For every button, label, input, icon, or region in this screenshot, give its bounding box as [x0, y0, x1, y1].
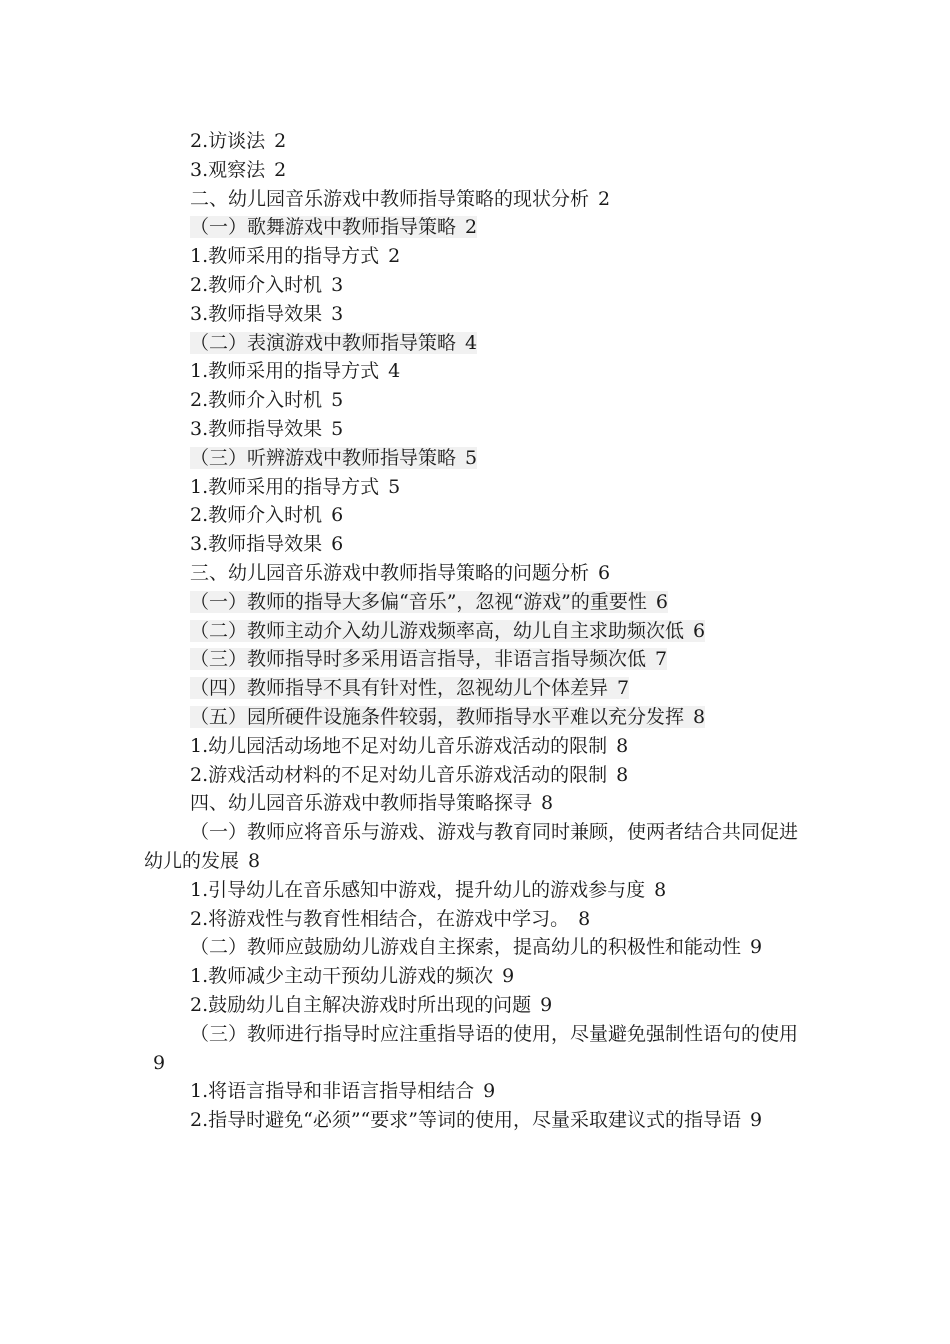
- toc-entry: [144, 761, 804, 790]
- toc-entry-page-number: 5: [388, 475, 401, 498]
- toc-entry: [144, 530, 804, 559]
- toc-entry-page-number: 9: [750, 936, 763, 959]
- toc-entry-page-number: 6: [331, 504, 344, 527]
- toc-entry-title: （二）教师应鼓励幼儿游戏自主探索，提高幼儿的积极性和能动性: [190, 936, 742, 959]
- toc-entry-title: （一）教师的指导大多偏“音乐”，忽视“游戏”的重要性: [190, 590, 647, 613]
- toc-entry-body: [190, 562, 610, 584]
- toc-entry: [144, 357, 804, 386]
- toc-entry-title: 2.游戏活动材料的不足对幼儿音乐游戏活动的限制: [190, 763, 608, 786]
- toc-entry: [144, 415, 804, 444]
- toc-entry-title: （五）园所硬件设施条件较弱，教师指导水平难以充分发挥: [190, 705, 685, 728]
- toc-entry: [144, 386, 804, 415]
- toc-entry-body: [190, 447, 477, 469]
- toc-entry-title: 3.教师指导效果: [190, 417, 323, 440]
- toc-entry: [144, 271, 804, 300]
- toc-entry-page-number: 8: [616, 734, 629, 757]
- toc-entry-page-number: 8: [654, 878, 667, 901]
- toc-entry: [144, 559, 804, 588]
- toc-entry-page-number: 5: [331, 417, 344, 440]
- toc-entry-title: （二）教师主动介入幼儿游戏频率高，幼儿自主求助频次低: [190, 619, 685, 642]
- toc-entry: [144, 933, 804, 962]
- toc-entry-body: [190, 360, 400, 382]
- toc-entry: [144, 645, 804, 674]
- toc-entry-title: 3.教师指导效果: [190, 302, 323, 325]
- toc-entry-page-number: 2: [274, 130, 287, 152]
- toc-entry: [144, 329, 804, 358]
- toc-entry-body: [190, 188, 610, 210]
- toc-entry-body: [190, 965, 514, 987]
- toc-entry-body: [190, 1080, 495, 1102]
- toc-entry-title: 四、幼儿园音乐游戏中教师指导策略探寻: [190, 792, 533, 815]
- toc-entry-body: [190, 706, 705, 728]
- toc-entry-title: 2.教师介入时机: [190, 273, 323, 296]
- toc-entry: [144, 185, 804, 214]
- toc-entry-page-number: 8: [248, 849, 261, 872]
- toc-entry-body: [190, 591, 668, 613]
- toc-entry-page-number: 7: [655, 648, 668, 671]
- toc-entry-body: [190, 936, 762, 958]
- toc-entry-page-number: 9: [502, 965, 515, 988]
- toc-entry-body: [190, 1109, 762, 1131]
- toc-entry-page-number: 9: [153, 1051, 166, 1074]
- toc-entry-body: [190, 476, 400, 498]
- toc-entry: [144, 905, 804, 934]
- toc-entry-title: 3.观察法: [190, 158, 266, 181]
- toc-entry-body: [190, 303, 343, 325]
- toc-entry: [144, 876, 804, 905]
- toc-entry-title: 1.教师采用的指导方式: [190, 360, 380, 383]
- table-of-contents: [144, 127, 804, 1135]
- toc-entry-page-number: 6: [693, 619, 706, 642]
- toc-entry-body: [190, 677, 629, 699]
- toc-entry-body: [190, 332, 477, 354]
- toc-entry-body: [190, 504, 343, 526]
- toc-entry-title: 1.教师采用的指导方式: [190, 475, 380, 498]
- toc-entry-page-number: 6: [331, 533, 344, 556]
- toc-entry: [144, 213, 804, 242]
- toc-entry-page-number: 8: [693, 705, 706, 728]
- toc-entry-body: [190, 533, 343, 555]
- toc-entry: [144, 962, 804, 991]
- toc-entry-body: [190, 648, 667, 670]
- toc-entry-body: [190, 159, 286, 181]
- toc-entry: [144, 789, 804, 818]
- toc-entry: [144, 242, 804, 271]
- toc-entry-title: 二、幼儿园音乐游戏中教师指导策略的现状分析: [190, 187, 590, 210]
- toc-entry-title: 2.鼓励幼儿自主解决游戏时所出现的问题: [190, 993, 532, 1016]
- toc-entry-title: （一）歌舞游戏中教师指导策略: [190, 216, 457, 239]
- toc-entry: [144, 732, 804, 761]
- toc-entry: [144, 674, 804, 703]
- toc-entry: [144, 300, 804, 329]
- toc-entry: [144, 588, 804, 617]
- toc-entry-page-number: 8: [578, 907, 591, 930]
- toc-entry-body: [190, 245, 400, 267]
- toc-entry-body: [190, 994, 552, 1016]
- toc-entry-page-number: 2: [465, 216, 478, 239]
- toc-entry-body: [144, 1023, 798, 1074]
- toc-entry-page-number: 6: [598, 561, 611, 584]
- toc-entry-title: 三、幼儿园音乐游戏中教师指导策略的问题分析: [190, 561, 590, 584]
- toc-entry: [144, 617, 804, 646]
- toc-entry-body: [190, 764, 628, 786]
- toc-entry: [144, 444, 804, 473]
- toc-entry: [144, 818, 804, 876]
- toc-entry-page-number: 8: [541, 792, 554, 815]
- toc-entry: [144, 473, 804, 502]
- toc-entry: [144, 1020, 804, 1078]
- toc-entry-title: 2.教师介入时机: [190, 504, 323, 527]
- toc-entry-title: 1.教师减少主动干预幼儿游戏的频次: [190, 965, 494, 988]
- toc-entry-page-number: 4: [388, 360, 401, 383]
- toc-entry-title: 2.教师介入时机: [190, 389, 323, 412]
- toc-entry-page-number: 7: [617, 677, 630, 700]
- toc-entry-body: [190, 735, 628, 757]
- toc-entry: [144, 1077, 804, 1106]
- toc-entry-page-number: 2: [388, 245, 401, 268]
- toc-entry: [144, 501, 804, 530]
- toc-entry-title: 1.教师采用的指导方式: [190, 245, 380, 268]
- toc-entry-page-number: 9: [483, 1080, 496, 1103]
- toc-entry-page-number: 5: [331, 389, 344, 412]
- toc-entry: [144, 703, 804, 732]
- toc-entry-body: [190, 389, 343, 411]
- toc-entry-page-number: 3: [331, 302, 344, 325]
- toc-entry-page-number: 3: [331, 273, 344, 296]
- toc-entry-title: （二）表演游戏中教师指导策略: [190, 331, 457, 354]
- toc-entry-page-number: 6: [655, 590, 668, 613]
- toc-entry-title: （一）教师应将音乐与游戏、游戏与教育同时兼顾，使两者结合共同促进幼儿的发展: [144, 821, 799, 872]
- toc-entry-body: [190, 216, 477, 238]
- toc-entry-title: 2.将游戏性与教育性相结合，在游戏中学习。: [190, 907, 570, 930]
- toc-entry-title: （三）教师指导时多采用语言指导，非语言指导频次低: [190, 648, 647, 671]
- toc-entry-title: 3.教师指导效果: [190, 533, 323, 556]
- toc-entry-title: 2.访谈法: [190, 130, 266, 152]
- toc-entry-title: 1.将语言指导和非语言指导相结合: [190, 1080, 475, 1103]
- toc-entry-body: [190, 418, 343, 440]
- toc-entry-page-number: 9: [749, 1109, 763, 1132]
- toc-entry-body: [190, 908, 590, 930]
- toc-entry-title: 1.引导幼儿在音乐感知中游戏，提升幼儿的游戏参与度: [190, 878, 646, 901]
- toc-entry-title: （三）教师进行指导时应注重指导语的使用，尽量避免强制性语句的使用: [190, 1022, 799, 1045]
- toc-entry-body: [190, 879, 666, 901]
- toc-entry-page-number: 8: [616, 763, 629, 786]
- toc-entry-body: [144, 821, 798, 872]
- toc-entry-body: [190, 620, 705, 642]
- toc-entry-page-number: 5: [465, 446, 478, 469]
- toc-entry: [144, 991, 804, 1020]
- toc-entry-title: （四）教师指导不具有针对性，忽视幼儿个体差异: [190, 677, 609, 700]
- toc-entry-title: 1.幼儿园活动场地不足对幼儿音乐游戏活动的限制: [190, 734, 608, 757]
- toc-entry-page-number: 4: [465, 331, 478, 354]
- toc-entry-body: [190, 274, 343, 296]
- toc-entry: [144, 156, 804, 185]
- toc-entry: [144, 127, 804, 156]
- toc-entry-title: （三）听辨游戏中教师指导策略: [190, 446, 457, 469]
- toc-entry-page-number: 9: [540, 993, 553, 1016]
- toc-entry-page-number: 2: [274, 158, 287, 181]
- toc-entry-page-number: 2: [598, 187, 611, 210]
- toc-entry-body: [190, 130, 286, 152]
- toc-entry: [144, 1106, 804, 1135]
- toc-entry-title: 2.指导时避免“必须”“要求”等词的使用，尽量采取建议式的指导语: [190, 1109, 741, 1132]
- toc-entry-body: [190, 792, 553, 814]
